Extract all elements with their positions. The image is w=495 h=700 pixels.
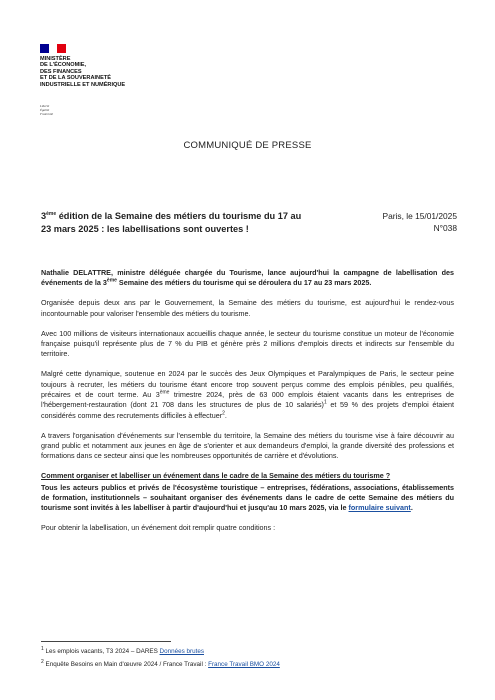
- ministry-line: MINISTÈRE: [40, 56, 71, 62]
- text-run: Nathalie DELATTRE, ministre déléguée chargée du Tourisme, lance aujourd'hui la campagne de labellisation des événements de la 3: [41, 268, 454, 288]
- footnote-ref[interactable]: 2: [222, 410, 225, 417]
- bmo-link[interactable]: France Travail BMO 2024: [208, 660, 280, 668]
- paragraph: Pour obtenir la labellisation, un événement doit remplir quatre conditions :: [41, 523, 276, 533]
- text-run: .: [410, 503, 413, 513]
- text-run: Semaine des métiers du tourisme qui se déroulera du 17 au 23 mars 2025.: [116, 278, 372, 288]
- headline-superscript: ème: [46, 210, 57, 217]
- republic-motto: [40, 105, 53, 116]
- superscript: ème: [106, 277, 117, 284]
- text-run: .: [224, 410, 227, 420]
- paragraph: [41, 483, 454, 514]
- footnote-1: [41, 646, 454, 659]
- motto-line: Liberté: [40, 104, 50, 108]
- motto-line: Égalité: [40, 107, 50, 112]
- flag-red-stripe: [57, 44, 66, 53]
- ministry-line: DES FINANCES: [40, 68, 82, 75]
- ministry-line: ET DE LA SOUVERAINETÉ: [40, 75, 111, 82]
- headline-text: édition de la Semaine des métiers du tourisme du 17 au 23 mars 2025 : les labellisations sont ouvertes !: [41, 211, 302, 234]
- text-run: trimestre 2024, près de 63 000 emplois étaient vacants dans les entreprises de l'hébergement-restauration (dont 21 708 dans les structures de plus de 10 salariés): [41, 390, 454, 410]
- paragraph: Organisée depuis deux ans par le Gouvernement, la Semaine des métiers du tourisme, est aujourd'hui le rendez-vous incontournable pour valoriser l'ensemble des métiers du tourisme.: [41, 298, 454, 318]
- body-text: [41, 268, 454, 544]
- footnote-number: 2: [41, 658, 44, 665]
- republic-flag-logo: [40, 44, 66, 53]
- footnote-ref[interactable]: 1: [323, 399, 327, 406]
- document-title: COMMUNIQUÉ DE PRESSE: [183, 140, 312, 151]
- form-link[interactable]: formulaire suivant: [348, 503, 411, 513]
- paragraph: [41, 369, 454, 420]
- headline-text: 3: [41, 211, 47, 221]
- text-run: Malgré cette dynamique, soutenue en 2024 par le succès des Jeux Olympiques et Paralympiques de Paris, le secteur peine toujours à recruter, les métiers du tourisme étant encore trop souvent perçus comme des emplois pénibles, peu qualifiés, précaires et de court terme. Au 3: [41, 369, 454, 400]
- intro-paragraph: [41, 268, 454, 289]
- section-heading-text: Comment organiser et labelliser un événement dans le cadre de la Semaine des métiers du tourisme ?: [41, 471, 391, 481]
- paragraph: A travers l'organisation d'événements sur l'ensemble du territoire, la Semaine des métiers du tourisme vise à faire découvrir au grand public et notamment aux jeunes en âge de s'orienter et aux demandeurs d'emploi, la grande diversité des professions et formations dans ce secteur ainsi que les nombreuses opportunités de carrière et d'évolutions.: [41, 430, 454, 461]
- footnote-2: [41, 659, 454, 672]
- release-number: N°038: [433, 223, 457, 233]
- ministry-line: INDUSTRIELLE ET NUMÉRIQUE: [40, 81, 126, 88]
- footnote-separator: [41, 641, 171, 642]
- footnote-number: 1: [41, 645, 44, 652]
- footnotes: [41, 646, 454, 671]
- paragraph: Avec 100 millions de visiteurs internationaux accueillis chaque année, le secteur du tourisme constitue un moteur de l'économie française puisqu'il représente plus de 7 % du PIB et génère près 2 millions d'emplois directs et indirects sur l'ensemble du territoire.: [41, 328, 454, 359]
- ministry-line: DE L'ÉCONOMIE,: [40, 62, 87, 69]
- flag-white-stripe: [49, 44, 58, 53]
- ministry-name: [40, 56, 240, 88]
- dares-data-link[interactable]: Données brutes: [159, 648, 204, 655]
- text-run: Tous les acteurs publics et privés de l'écosystème touristique – entreprises, fédérations, associations, établissements de formation, institutionnels – souhaitant organiser des événements dans le cadre de cette Semaine des métiers du tourisme sont invités à les labelliser à partir d'aujourd'hui et jusqu'au 10 mars 2025, via le: [41, 482, 454, 513]
- footnote-text: Les emplois vacants, T3 2024 – DARES: [43, 648, 160, 655]
- flag-blue-stripe: [40, 44, 49, 53]
- dateline: [383, 210, 458, 234]
- headline: [41, 210, 306, 235]
- motto-line: Fraternité: [40, 111, 54, 116]
- place-date: Paris, le 15/01/2025: [382, 211, 457, 221]
- text-run: et 59 % des projets d'emploi étaient considérés comme des recrutements difficiles à effectuer: [41, 400, 454, 420]
- superscript: ème: [159, 389, 170, 396]
- section-heading: [41, 471, 454, 481]
- footnote-text: Enquête Besoins en Main d'œuvre 2024 / France Travail :: [43, 660, 209, 668]
